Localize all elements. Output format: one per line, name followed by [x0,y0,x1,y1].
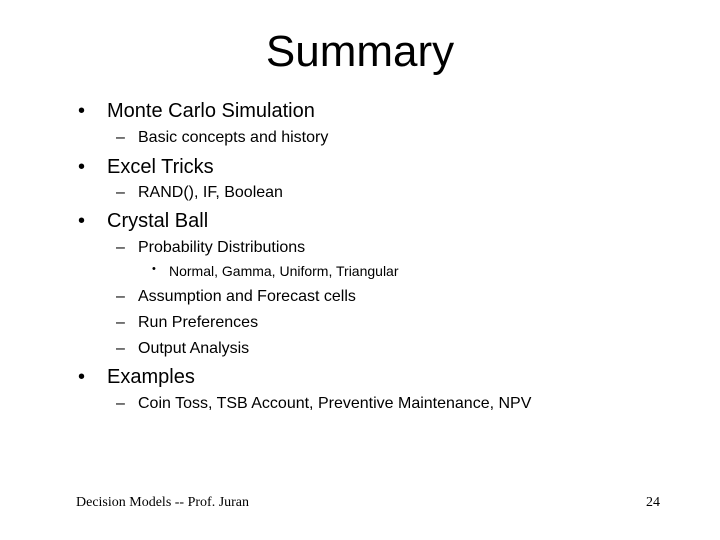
dash-icon: – [116,314,125,331]
bullet-text: Excel Tricks [107,156,214,178]
sub-bullet-text: RAND(), IF, Boolean [138,184,283,201]
dash-icon: – [116,288,125,305]
bullet-icon: • [78,366,86,388]
bullet-icon: • [78,100,86,122]
dash-icon: – [116,395,125,412]
small-bullet-icon: • [152,263,156,275]
dash-icon: – [116,129,125,146]
page-number: 24 [646,495,660,510]
sub-bullet-text: Output Analysis [138,340,250,357]
bullet-icon: • [78,156,86,178]
dash-icon: – [116,239,125,256]
sub-bullet-text: Coin Toss, TSB Account, Preventive Maintenance, NPV [138,395,532,412]
dash-icon: – [116,184,125,201]
dash-icon: – [116,340,125,357]
bullet-text: Crystal Ball [107,210,209,232]
slide-title: Summary [265,27,455,76]
sub-bullet-text: Probability Distributions [138,239,306,256]
sub-bullet-text: Run Preferences [138,314,259,331]
bullet-text: Examples [107,366,195,388]
sub-bullet-text: Assumption and Forecast cells [138,288,356,305]
footer-text: Decision Models -- Prof. Juran [76,495,250,510]
sub-sub-bullet-text: Normal, Gamma, Uniform, Triangular [169,263,399,279]
sub-bullet-text: Basic concepts and history [138,129,329,146]
bullet-text: Monte Carlo Simulation [107,100,315,122]
bullet-icon: • [78,210,86,232]
